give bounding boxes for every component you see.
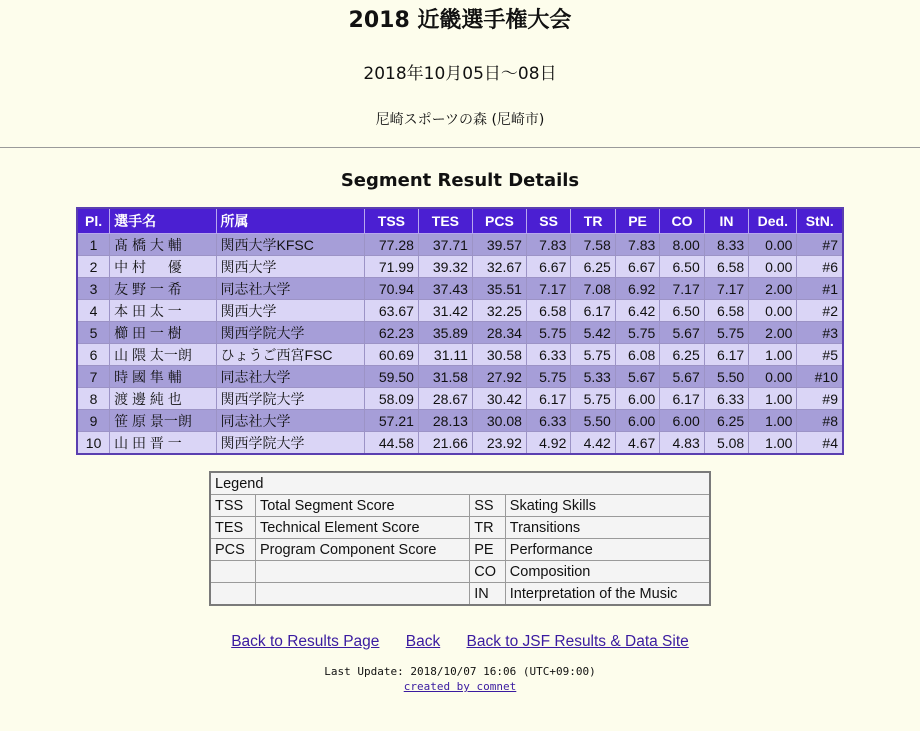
legend-meaning: Total Segment Score [255, 495, 469, 517]
score-cell: 7.17 [526, 278, 570, 300]
score-cell: 30.58 [472, 344, 526, 366]
score-cell: 5.42 [571, 322, 615, 344]
placement-cell: 7 [77, 366, 110, 388]
results-table [76, 207, 844, 455]
legend-row [210, 539, 710, 561]
club-cell: 関西学院大学 [216, 388, 364, 410]
score-cell: 5.75 [571, 344, 615, 366]
legend-abbrev: TR [470, 517, 506, 539]
score-cell: 63.67 [364, 300, 418, 322]
back-link[interactable]: Back [405, 633, 441, 650]
placement-cell: 2 [77, 256, 110, 278]
score-cell: 44.58 [364, 432, 418, 455]
score-cell: 6.58 [704, 300, 748, 322]
event-date: 2018年10月05日〜08日 [363, 64, 557, 84]
legend-title: Legend [210, 472, 710, 495]
score-cell: 28.34 [472, 322, 526, 344]
score-cell: 5.67 [615, 366, 659, 388]
score-cell: 6.17 [571, 300, 615, 322]
score-cell: 39.57 [472, 234, 526, 256]
score-cell: 6.92 [615, 278, 659, 300]
results-table-header [77, 208, 843, 234]
score-cell: 70.94 [364, 278, 418, 300]
score-cell: 5.75 [571, 388, 615, 410]
club-cell: 同志社大学 [216, 278, 364, 300]
legend-meaning: Interpretation of the Music [505, 583, 710, 606]
score-cell: 62.23 [364, 322, 418, 344]
nav-links [0, 633, 920, 651]
results-table-body [77, 234, 843, 455]
score-cell: #5 [797, 344, 843, 366]
result-row [77, 344, 843, 366]
score-cell: 5.75 [526, 322, 570, 344]
score-cell: 1.00 [749, 410, 797, 432]
club-cell: 関西大学 [216, 300, 364, 322]
legend-meaning [255, 583, 469, 606]
legend-abbrev: CO [470, 561, 506, 583]
score-cell: 6.50 [660, 256, 704, 278]
legend-meaning: Technical Element Score [255, 517, 469, 539]
score-cell: 1.00 [749, 344, 797, 366]
score-cell: 4.83 [660, 432, 704, 455]
score-cell: #2 [797, 300, 843, 322]
skater-name-cell: 本 田 太 一 [110, 300, 216, 322]
result-row [77, 300, 843, 322]
skater-name-cell: 中 村 優 [110, 256, 216, 278]
placement-cell: 6 [77, 344, 110, 366]
score-cell: 7.17 [660, 278, 704, 300]
result-row [77, 278, 843, 300]
legend-meaning: Program Component Score [255, 539, 469, 561]
score-cell: 6.17 [704, 344, 748, 366]
score-cell: 5.33 [571, 366, 615, 388]
score-cell: 4.67 [615, 432, 659, 455]
event-venue: 尼崎スポーツの森 (尼崎市) [375, 112, 545, 128]
score-cell: 0.00 [749, 300, 797, 322]
credit-link[interactable]: created by comnet [403, 680, 517, 693]
score-cell: 6.25 [571, 256, 615, 278]
legend-row [210, 561, 710, 583]
score-cell: 39.32 [418, 256, 472, 278]
column-header-8: PE [615, 208, 659, 234]
score-cell: 6.17 [660, 388, 704, 410]
score-cell: 37.43 [418, 278, 472, 300]
score-cell: 6.67 [526, 256, 570, 278]
legend-row [210, 517, 710, 539]
skater-name-cell: 時 國 隼 輔 [110, 366, 216, 388]
score-cell: 6.33 [526, 344, 570, 366]
score-cell: 6.25 [660, 344, 704, 366]
legend-meaning: Performance [505, 539, 710, 561]
score-cell: 32.67 [472, 256, 526, 278]
score-cell: 8.33 [704, 234, 748, 256]
skater-name-cell: 山 田 晋 一 [110, 432, 216, 455]
legend-abbrev [210, 583, 255, 606]
score-cell: 5.75 [526, 366, 570, 388]
score-cell: #7 [797, 234, 843, 256]
placement-cell: 1 [77, 234, 110, 256]
legend-meaning: Composition [505, 561, 710, 583]
score-cell: 32.25 [472, 300, 526, 322]
club-cell: 関西学院大学 [216, 322, 364, 344]
page-title: 2018 近畿選手権大会 [348, 8, 572, 33]
placement-cell: 5 [77, 322, 110, 344]
score-cell: 5.67 [660, 322, 704, 344]
score-cell: 6.67 [615, 256, 659, 278]
legend-meaning: Transitions [505, 517, 710, 539]
results-header-row [77, 208, 843, 234]
result-row [77, 256, 843, 278]
score-cell: 58.09 [364, 388, 418, 410]
segment-title: Segment Result Details [340, 170, 580, 191]
column-header-5: PCS [472, 208, 526, 234]
skater-name-cell: 櫛 田 一 樹 [110, 322, 216, 344]
score-cell: 6.25 [704, 410, 748, 432]
score-cell: 6.33 [526, 410, 570, 432]
footer [0, 664, 920, 694]
score-cell: 35.51 [472, 278, 526, 300]
score-cell: 2.00 [749, 278, 797, 300]
club-cell: 関西学院大学 [216, 432, 364, 455]
score-cell: 6.00 [615, 388, 659, 410]
column-header-12: StN. [797, 208, 843, 234]
legend-title-row [210, 472, 710, 495]
placement-cell: 10 [77, 432, 110, 455]
score-cell: 5.67 [660, 366, 704, 388]
score-cell: 0.00 [749, 366, 797, 388]
score-cell: 30.08 [472, 410, 526, 432]
column-header-6: SS [526, 208, 570, 234]
legend-abbrev: SS [470, 495, 506, 517]
column-header-9: CO [660, 208, 704, 234]
skater-name-cell: 渡 邊 純 也 [110, 388, 216, 410]
score-cell: 5.50 [704, 366, 748, 388]
score-cell: 71.99 [364, 256, 418, 278]
score-cell: 5.50 [571, 410, 615, 432]
column-header-0: Pl. [77, 208, 110, 234]
score-cell: 6.33 [704, 388, 748, 410]
score-cell: 5.75 [704, 322, 748, 344]
skater-name-cell: 髙 橋 大 輔 [110, 234, 216, 256]
score-cell: 31.11 [418, 344, 472, 366]
legend-table [209, 471, 711, 606]
column-header-11: Ded. [749, 208, 797, 234]
column-header-2: 所属 [216, 208, 364, 234]
legend-abbrev: TES [210, 517, 255, 539]
score-cell: 7.83 [526, 234, 570, 256]
legend-meaning [255, 561, 469, 583]
score-cell: #6 [797, 256, 843, 278]
score-cell: 21.66 [418, 432, 472, 455]
score-cell: #3 [797, 322, 843, 344]
score-cell: 6.17 [526, 388, 570, 410]
score-cell: 28.13 [418, 410, 472, 432]
score-cell: 57.21 [364, 410, 418, 432]
legend-abbrev: TSS [210, 495, 255, 517]
score-cell: 6.58 [526, 300, 570, 322]
club-cell: 関西大学KFSC [216, 234, 364, 256]
score-cell: 4.92 [526, 432, 570, 455]
score-cell: 6.08 [615, 344, 659, 366]
score-cell: 0.00 [749, 234, 797, 256]
score-cell: 4.42 [571, 432, 615, 455]
score-cell: 6.42 [615, 300, 659, 322]
score-cell: 59.50 [364, 366, 418, 388]
legend-meaning: Skating Skills [505, 495, 710, 517]
placement-cell: 9 [77, 410, 110, 432]
score-cell: 37.71 [418, 234, 472, 256]
club-cell: ひょうご西宮FSC [216, 344, 364, 366]
score-cell: 6.00 [660, 410, 704, 432]
score-cell: 27.92 [472, 366, 526, 388]
result-row [77, 366, 843, 388]
score-cell: 31.58 [418, 366, 472, 388]
column-header-3: TSS [364, 208, 418, 234]
result-row [77, 322, 843, 344]
last-update: Last Update: 2018/10/07 16:06 (UTC+09:00) [324, 665, 596, 678]
score-cell: 6.50 [660, 300, 704, 322]
score-cell: 5.75 [615, 322, 659, 344]
skater-name-cell: 友 野 一 希 [110, 278, 216, 300]
score-cell: 7.58 [571, 234, 615, 256]
score-cell: 1.00 [749, 432, 797, 455]
placement-cell: 4 [77, 300, 110, 322]
skater-name-cell: 山 隈 太一朗 [110, 344, 216, 366]
score-cell: 6.00 [615, 410, 659, 432]
score-cell: 30.42 [472, 388, 526, 410]
score-cell: #8 [797, 410, 843, 432]
column-header-4: TES [418, 208, 472, 234]
score-cell: 5.08 [704, 432, 748, 455]
score-cell: 0.00 [749, 256, 797, 278]
score-cell: #9 [797, 388, 843, 410]
result-row [77, 432, 843, 455]
result-row [77, 234, 843, 256]
legend-row [210, 583, 710, 606]
legend-abbrev: IN [470, 583, 506, 606]
score-cell: 6.58 [704, 256, 748, 278]
jsf-results-link[interactable]: Back to JSF Results & Data Site [466, 633, 689, 650]
legend-abbrev: PE [470, 539, 506, 561]
score-cell: #10 [797, 366, 843, 388]
placement-cell: 8 [77, 388, 110, 410]
score-cell: 31.42 [418, 300, 472, 322]
score-cell: 7.08 [571, 278, 615, 300]
skater-name-cell: 笹 原 景一朗 [110, 410, 216, 432]
score-cell: 35.89 [418, 322, 472, 344]
score-cell: 60.69 [364, 344, 418, 366]
column-header-1: 選手名 [110, 208, 216, 234]
score-cell: 7.17 [704, 278, 748, 300]
legend-abbrev: PCS [210, 539, 255, 561]
score-cell: #1 [797, 278, 843, 300]
placement-cell: 3 [77, 278, 110, 300]
club-cell: 同志社大学 [216, 410, 364, 432]
score-cell: 23.92 [472, 432, 526, 455]
back-to-results-link[interactable]: Back to Results Page [231, 633, 380, 650]
score-cell: 2.00 [749, 322, 797, 344]
score-cell: 28.67 [418, 388, 472, 410]
result-row [77, 388, 843, 410]
legend-row [210, 495, 710, 517]
club-cell: 同志社大学 [216, 366, 364, 388]
column-header-10: IN [704, 208, 748, 234]
score-cell: 77.28 [364, 234, 418, 256]
legend-abbrev [210, 561, 255, 583]
column-header-7: TR [571, 208, 615, 234]
result-row [77, 410, 843, 432]
score-cell: 8.00 [660, 234, 704, 256]
score-cell: #4 [797, 432, 843, 455]
score-cell: 7.83 [615, 234, 659, 256]
score-cell: 1.00 [749, 388, 797, 410]
club-cell: 関西大学 [216, 256, 364, 278]
